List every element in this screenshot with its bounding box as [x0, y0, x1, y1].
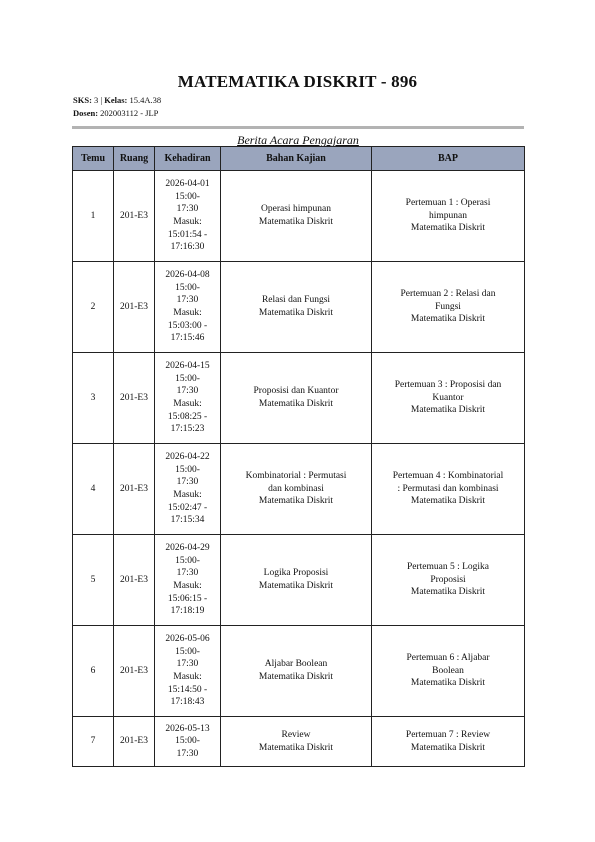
cell-kehadiran-line: Masuk: — [173, 581, 202, 591]
cell-bahan-kajian-line: Aljabar Boolean — [264, 659, 328, 670]
cell-bap — [372, 717, 525, 767]
sks-value: 3 — [94, 95, 99, 105]
cell-bap-line: Matematika Diskrit — [410, 496, 486, 507]
header-bap: BAP — [372, 147, 525, 171]
cell-bahan-kajian-line: Kombinatorial : Permutasi — [245, 471, 347, 482]
cell-kehadiran-line: Masuk: — [173, 217, 202, 227]
cell-bahan-kajian-line: Matematika Diskrit — [258, 742, 334, 753]
cell-kehadiran — [155, 262, 221, 353]
cell-temu: 6 — [73, 626, 114, 717]
cell-kehadiran-line: 17:30 — [176, 295, 199, 306]
meta-separator: | — [100, 95, 103, 105]
cell-kehadiran-line: 15:00- — [175, 373, 200, 384]
table-row — [73, 444, 525, 535]
cell-kehadiran-line: 2026-04-01 — [165, 179, 210, 190]
cell-kehadiran-line: Masuk: — [173, 490, 202, 500]
cell-bahan-kajian — [221, 353, 372, 444]
cell-kehadiran-line: 15:03:00 - — [167, 320, 208, 331]
cell-bahan-kajian — [221, 444, 372, 535]
cell-kehadiran-line: 15:08:25 - — [167, 411, 208, 422]
cell-bap-line: Pertemuan 5 : Logika — [406, 562, 490, 573]
cell-kehadiran — [155, 626, 221, 717]
dosen-label: Dosen: — [73, 108, 99, 118]
cell-kehadiran-line: 2026-04-15 — [165, 361, 210, 372]
cell-kehadiran-line: 17:30 — [176, 659, 199, 670]
cell-temu: 2 — [73, 262, 114, 353]
cell-ruang: 201-E3 — [114, 262, 155, 353]
cell-kehadiran-line: 17:15:34 — [170, 515, 205, 526]
cell-bahan-kajian-line: dan kombinasi — [268, 483, 324, 494]
cell-bap — [372, 535, 525, 626]
cell-kehadiran — [155, 444, 221, 535]
cell-bap-line: Matematika Diskrit — [410, 678, 486, 689]
cell-temu: 4 — [73, 444, 114, 535]
cell-bahan-kajian-line: Matematika Diskrit — [258, 399, 334, 409]
cell-kehadiran — [155, 353, 221, 444]
header-ruang: Ruang — [114, 147, 155, 171]
cell-bahan-kajian-line: Matematika Diskrit — [258, 308, 334, 318]
cell-bahan-kajian-line: Matematika Diskrit — [258, 672, 334, 682]
cell-bap-line: Pertemuan 1 : Operasi — [405, 198, 491, 209]
cell-bap-line: Matematika Diskrit — [410, 405, 486, 416]
cell-temu: 3 — [73, 353, 114, 444]
table-row — [73, 171, 525, 262]
kelas-value: 15.4A.38 — [129, 95, 162, 105]
lecturer-meta-line — [73, 108, 158, 118]
cell-kehadiran-line: 17:30 — [176, 748, 199, 759]
table-row — [73, 262, 525, 353]
course-meta-line — [73, 95, 161, 105]
cell-bap-line: Pertemuan 3 : Proposisi dan — [394, 380, 502, 391]
cell-bap-line: Matematika Diskrit — [410, 742, 486, 753]
cell-kehadiran-line: 15:00- — [175, 646, 200, 657]
cell-temu: 5 — [73, 535, 114, 626]
cell-kehadiran-line: 15:00- — [175, 191, 200, 202]
table-row — [73, 717, 525, 767]
dosen-value: 202003112 - JLP — [100, 108, 159, 118]
cell-ruang: 201-E3 — [114, 626, 155, 717]
header-divider — [72, 126, 524, 129]
cell-bahan-kajian-line: Operasi himpunan — [261, 204, 331, 215]
cell-kehadiran-line: 17:18:43 — [170, 697, 205, 708]
cell-ruang: 201-E3 — [114, 717, 155, 767]
cell-kehadiran-line: 17:30 — [176, 386, 199, 397]
cell-bap-line: Matematika Diskrit — [410, 587, 486, 598]
cell-bap-line: Matematika Diskrit — [410, 314, 486, 325]
cell-bahan-kajian — [221, 262, 372, 353]
cell-kehadiran-line: Masuk: — [173, 308, 202, 318]
cell-kehadiran-line: 2026-04-29 — [165, 543, 210, 554]
cell-kehadiran-line: 2026-04-08 — [165, 270, 210, 281]
cell-kehadiran-line: 15:00- — [175, 736, 200, 747]
cell-ruang: 201-E3 — [114, 353, 155, 444]
cell-ruang: 201-E3 — [114, 535, 155, 626]
cell-kehadiran-line: 17:16:30 — [170, 242, 205, 253]
cell-kehadiran-line: 15:02:47 - — [167, 502, 208, 513]
cell-kehadiran — [155, 171, 221, 262]
cell-kehadiran-line: Masuk: — [173, 399, 202, 409]
header-kehadiran: Kehadiran — [155, 147, 221, 171]
cell-bahan-kajian — [221, 535, 372, 626]
cell-bahan-kajian-line: Proposisi dan Kuantor — [253, 386, 339, 397]
cell-kehadiran-line: 2026-05-06 — [165, 634, 210, 645]
table-row — [73, 535, 525, 626]
table-row — [73, 353, 525, 444]
cell-bahan-kajian-line: Logika Proposisi — [263, 568, 329, 579]
teaching-record-table — [72, 146, 525, 767]
cell-kehadiran-line: 17:30 — [176, 204, 199, 215]
table-row — [73, 626, 525, 717]
header-bahan-kajian: Bahan Kajian — [221, 147, 372, 171]
sks-label: SKS: — [73, 95, 92, 105]
cell-bap-line: Pertemuan 6 : Aljabar — [406, 653, 490, 664]
cell-bahan-kajian-line: Relasi dan Fungsi — [261, 295, 331, 306]
page-title: MATEMATIKA DISKRIT - 896 — [177, 72, 418, 91]
cell-kehadiran-line: 15:14:50 - — [167, 684, 208, 695]
cell-kehadiran-line: 15:00- — [175, 555, 200, 566]
cell-bap-line: Proposisi — [430, 574, 466, 585]
cell-bahan-kajian-line: Matematika Diskrit — [258, 496, 334, 507]
cell-bahan-kajian — [221, 717, 372, 767]
cell-kehadiran-line: 17:18:19 — [170, 606, 205, 617]
cell-bap — [372, 171, 525, 262]
cell-kehadiran — [155, 535, 221, 626]
header-temu: Temu — [73, 147, 114, 171]
cell-bahan-kajian-line: Matematika Diskrit — [258, 581, 334, 591]
cell-bap-line: Pertemuan 4 : Kombinatorial — [392, 471, 504, 482]
cell-temu: 7 — [73, 717, 114, 767]
cell-bap-line: Pertemuan 2 : Relasi dan — [400, 289, 496, 300]
cell-ruang: 201-E3 — [114, 444, 155, 535]
cell-bap-line: Kuantor — [432, 392, 464, 403]
cell-bap-line: Pertemuan 7 : Review — [405, 729, 491, 740]
cell-bahan-kajian — [221, 171, 372, 262]
cell-bap-line: Boolean — [432, 665, 464, 676]
cell-bap — [372, 262, 525, 353]
cell-kehadiran-line: 15:06:15 - — [167, 593, 208, 604]
cell-kehadiran — [155, 717, 221, 767]
cell-kehadiran-line: 17:15:46 — [170, 333, 205, 344]
cell-ruang: 201-E3 — [114, 171, 155, 262]
table-header-row — [73, 147, 525, 171]
cell-bap — [372, 626, 525, 717]
cell-kehadiran-line: 15:01:54 - — [167, 229, 208, 240]
cell-bahan-kajian-line: Review — [281, 729, 311, 740]
cell-kehadiran-line: 2026-04-22 — [165, 452, 210, 463]
cell-kehadiran-line: Masuk: — [173, 672, 202, 682]
cell-kehadiran-line: 15:00- — [175, 464, 200, 475]
cell-bap-line: : Permutasi dan kombinasi — [397, 483, 499, 494]
cell-kehadiran-line: 2026-05-13 — [165, 723, 210, 734]
cell-bahan-kajian-line: Matematika Diskrit — [258, 217, 334, 227]
cell-bap-line: himpunan — [429, 210, 467, 221]
cell-kehadiran-line: 17:30 — [176, 477, 199, 488]
cell-bap-line: Fungsi — [435, 301, 461, 312]
cell-bap — [372, 353, 525, 444]
cell-bap-line: Matematika Diskrit — [410, 223, 486, 234]
cell-kehadiran-line: 15:00- — [175, 282, 200, 293]
cell-kehadiran-line: 17:30 — [176, 568, 199, 579]
section-title: Berita Acara Pengajaran — [237, 133, 359, 147]
cell-kehadiran-line: 17:15:23 — [170, 424, 205, 435]
cell-temu: 1 — [73, 171, 114, 262]
kelas-label: Kelas: — [104, 95, 128, 105]
cell-bahan-kajian — [221, 626, 372, 717]
cell-bap — [372, 444, 525, 535]
